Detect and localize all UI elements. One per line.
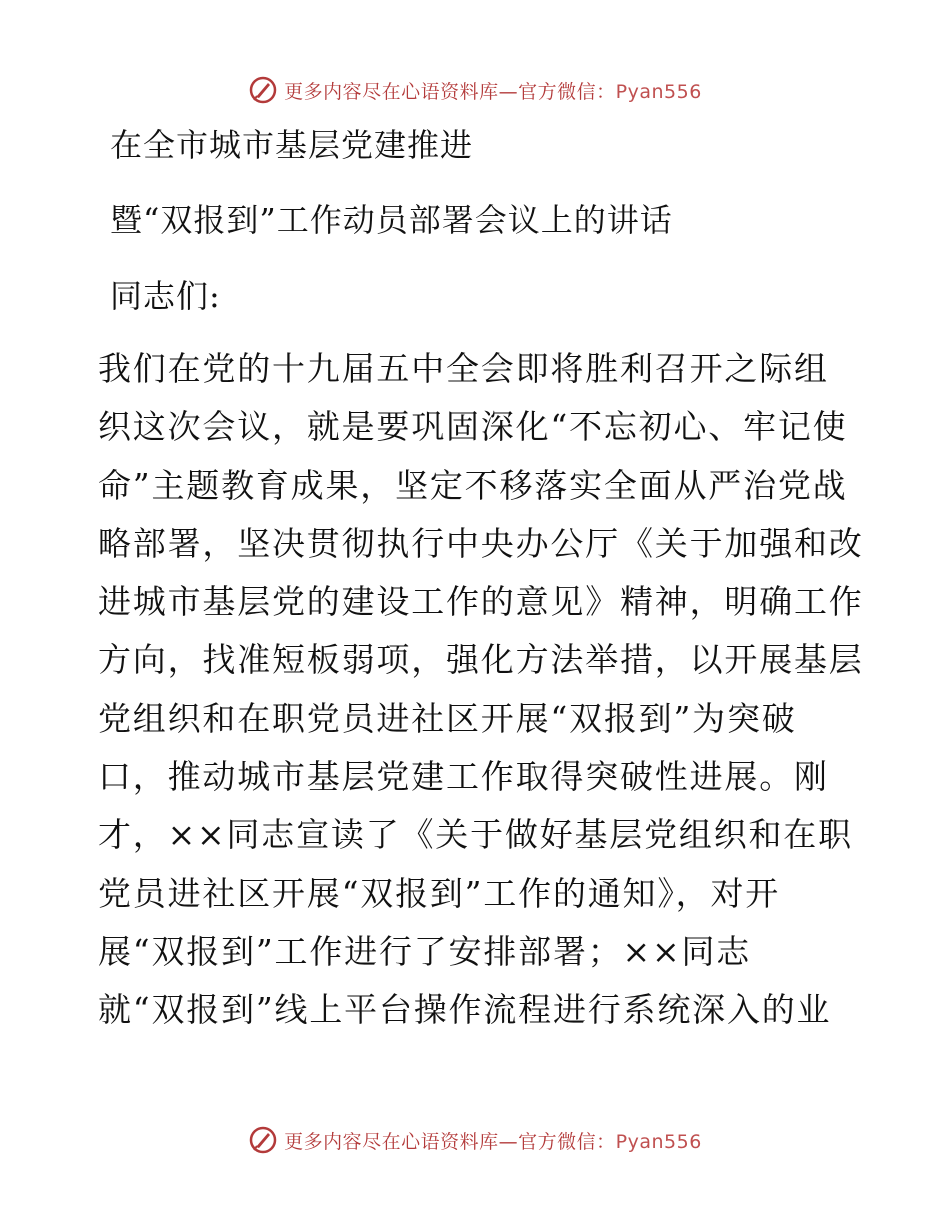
title-line-1: 在全市城市基层党建推进 — [110, 126, 474, 164]
watermark-label: 更多内容尽在心语资料库—官方微信： — [284, 80, 616, 103]
paragraph-line: 方向，找准短板弱项，强化方法举措，以开展基层 — [98, 640, 864, 680]
paragraph-line: 党员进社区开展“双报到”工作的通知》，对开 — [98, 873, 781, 913]
watermark-wechat-id: Pyan556 — [615, 1130, 702, 1153]
paragraph-line: 织这次会议，就是要巩固深化“不忘初心、牢记使 — [98, 407, 848, 447]
watermark-label: 更多内容尽在心语资料库—官方微信： — [284, 1130, 616, 1153]
watermark-wechat-id: Pyan556 — [615, 80, 702, 103]
paragraph-line: 就“双报到”线上平台操作流程进行系统深入的业 — [98, 990, 832, 1030]
paragraph-line: 口，推动城市基层党建工作取得突破性进展。刚 — [98, 757, 829, 797]
paragraph-line: 展“双报到”工作进行了安排部署；××同志 — [98, 931, 752, 971]
speech-paragraph — [98, 344, 864, 1044]
paragraph-line: 我们在党的十九届五中全会即将胜利召开之际组 — [98, 349, 829, 388]
watermark-header — [0, 70, 950, 110]
paragraph-line: 进城市基层党的建设工作的意见》精神，明确工作 — [98, 582, 864, 622]
paragraph-line: 党组织和在职党员进社区开展“双报到”为突破 — [98, 698, 797, 738]
paragraph-line: 才，××同志宣读了《关于做好基层党组织和在职 — [98, 815, 853, 855]
quill-logo-icon — [248, 75, 278, 105]
watermark-footer — [0, 1120, 950, 1160]
watermark-text — [284, 1127, 702, 1154]
paragraph-line: 命”主题教育成果，坚定不移落实全面从严治党战 — [98, 465, 848, 505]
watermark-text — [284, 77, 702, 104]
paragraph-line: 略部署，坚决贯彻执行中央办公厅《关于加强和改 — [98, 523, 864, 563]
quill-logo-icon — [248, 1125, 278, 1155]
title-line-2: 暨“双报到”工作动员部署会议上的讲话 — [110, 201, 673, 239]
salutation: 同志们: — [110, 277, 221, 315]
